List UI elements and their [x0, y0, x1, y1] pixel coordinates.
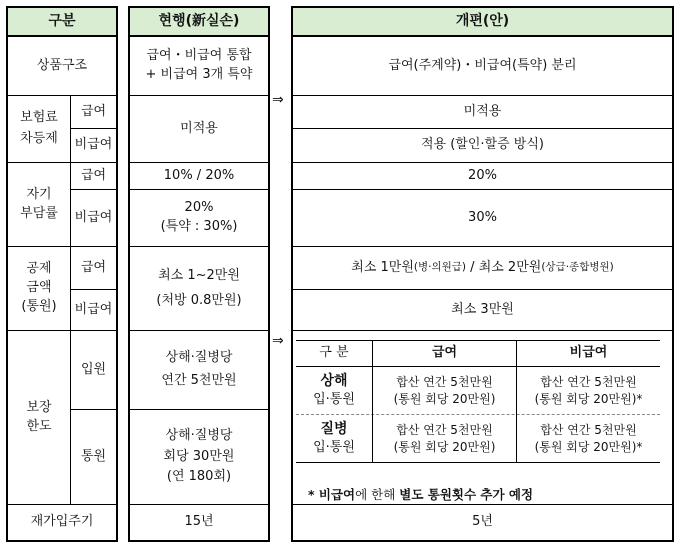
current-deductible: 최소 1~2만원 (처방 0.8만원)	[156, 267, 242, 308]
proposed-deductible-noncovered: 최소 3만원	[451, 301, 514, 317]
row-label-premium-diff	[8, 96, 70, 162]
deductible-hospital-note: (상급·종합병원)	[541, 261, 614, 274]
row-label-coverage-limit: 보장 한도	[26, 399, 52, 434]
disease-label: 질병	[320, 420, 348, 437]
proposed-product-structure: 급여(주계약)・비급여(특약) 분리	[388, 57, 577, 73]
premium-diff-line1: 보험료	[20, 110, 58, 126]
proposed-premium-noncovered: 적용 (할인·할증 방식)	[420, 137, 544, 153]
injury-sublabel: 입·통원	[313, 392, 355, 408]
proposed-header: 개편(안)	[293, 8, 672, 35]
subtable-head-covered: 급여	[431, 344, 458, 360]
subtable-row-disease-label	[296, 415, 372, 462]
deductible-hospital: 최소 2만원	[478, 259, 542, 275]
current-header: 현행(新실손)	[130, 8, 268, 35]
subtable-disease-noncovered: 합산 연간 5천만원 (통원 회당 20만원)*	[534, 422, 643, 454]
arrow-right-icon: ⇒	[272, 92, 284, 108]
proposed-copay-noncovered: 30%	[468, 209, 497, 225]
sub-label-noncovered: 비급여	[74, 137, 113, 153]
deductible-clinic-note: (병·의원급)	[413, 261, 467, 274]
proposed-premium-covered: 미적용	[463, 103, 502, 119]
limit-subtable	[296, 340, 660, 462]
subtable-injury-covered: 합산 연간 5천만원 (통원 회당 20만원)	[393, 374, 496, 406]
subtable-head-noncovered: 비급여	[569, 344, 608, 360]
row-label-product-structure: 상품구조	[36, 57, 88, 73]
limit-footnote	[300, 470, 670, 502]
premium-diff-line2: 차등제	[20, 131, 58, 146]
sub-label-deductible-noncovered: 비급여	[74, 301, 113, 317]
row-label-deductible: 공제 금액 (통원)	[21, 261, 57, 314]
sub-label-copay-covered: 급여	[80, 167, 107, 183]
footnote-star: *	[307, 487, 319, 502]
subtable-injury-noncovered: 합산 연간 5천만원 (통원 회당 20만원)*	[534, 374, 643, 406]
injury-label: 상해	[320, 372, 348, 389]
sub-label-outpatient: 통원	[80, 448, 107, 464]
current-product-structure: 급여・비급여 통합 + 비급여 3개 특약	[145, 48, 253, 82]
proposed-renewal: 5년	[472, 514, 493, 530]
current-copay-noncovered: 20% (특약 : 30%)	[160, 200, 238, 234]
row-label-copay: 자기 부담률	[20, 186, 58, 221]
subtable-row-injury-label	[296, 367, 372, 414]
footnote-extra-visits: 별도 통원횟수 추가 예정	[399, 487, 534, 502]
sub-label-inpatient: 입원	[80, 361, 107, 377]
deductible-clinic: 최소 1만원	[351, 259, 414, 275]
current-limit-outpatient: 상해·질병당 회당 30만원 (연 180회)	[163, 427, 235, 485]
current-copay-covered: 10% / 20%	[163, 167, 235, 183]
current-renewal: 15년	[184, 514, 214, 530]
row-label-renewal: 재가입주기	[30, 514, 94, 530]
category-header: 구분	[8, 8, 116, 35]
sub-label-covered: 급여	[80, 103, 107, 119]
footnote-noncovered: 비급여	[318, 487, 356, 502]
current-limit-inpatient: 상해·질병당 연간 5천만원	[161, 350, 237, 388]
deductible-separator: /	[466, 259, 479, 275]
sub-label-copay-noncovered: 비급여	[74, 209, 113, 225]
proposed-copay-covered: 20%	[468, 167, 497, 183]
arrow-right-icon: ⇒	[272, 333, 284, 349]
subtable-head-category: 구 분	[319, 344, 349, 360]
sub-label-deductible-covered: 급여	[80, 259, 107, 275]
current-premium-diff: 미적용	[180, 120, 218, 136]
disease-sublabel: 입·통원	[313, 440, 355, 456]
footnote-middle: 에 한해	[355, 487, 400, 502]
subtable-disease-covered: 합산 연간 5천만원 (통원 회당 20만원)	[393, 422, 496, 454]
proposed-deductible-covered	[293, 247, 672, 289]
